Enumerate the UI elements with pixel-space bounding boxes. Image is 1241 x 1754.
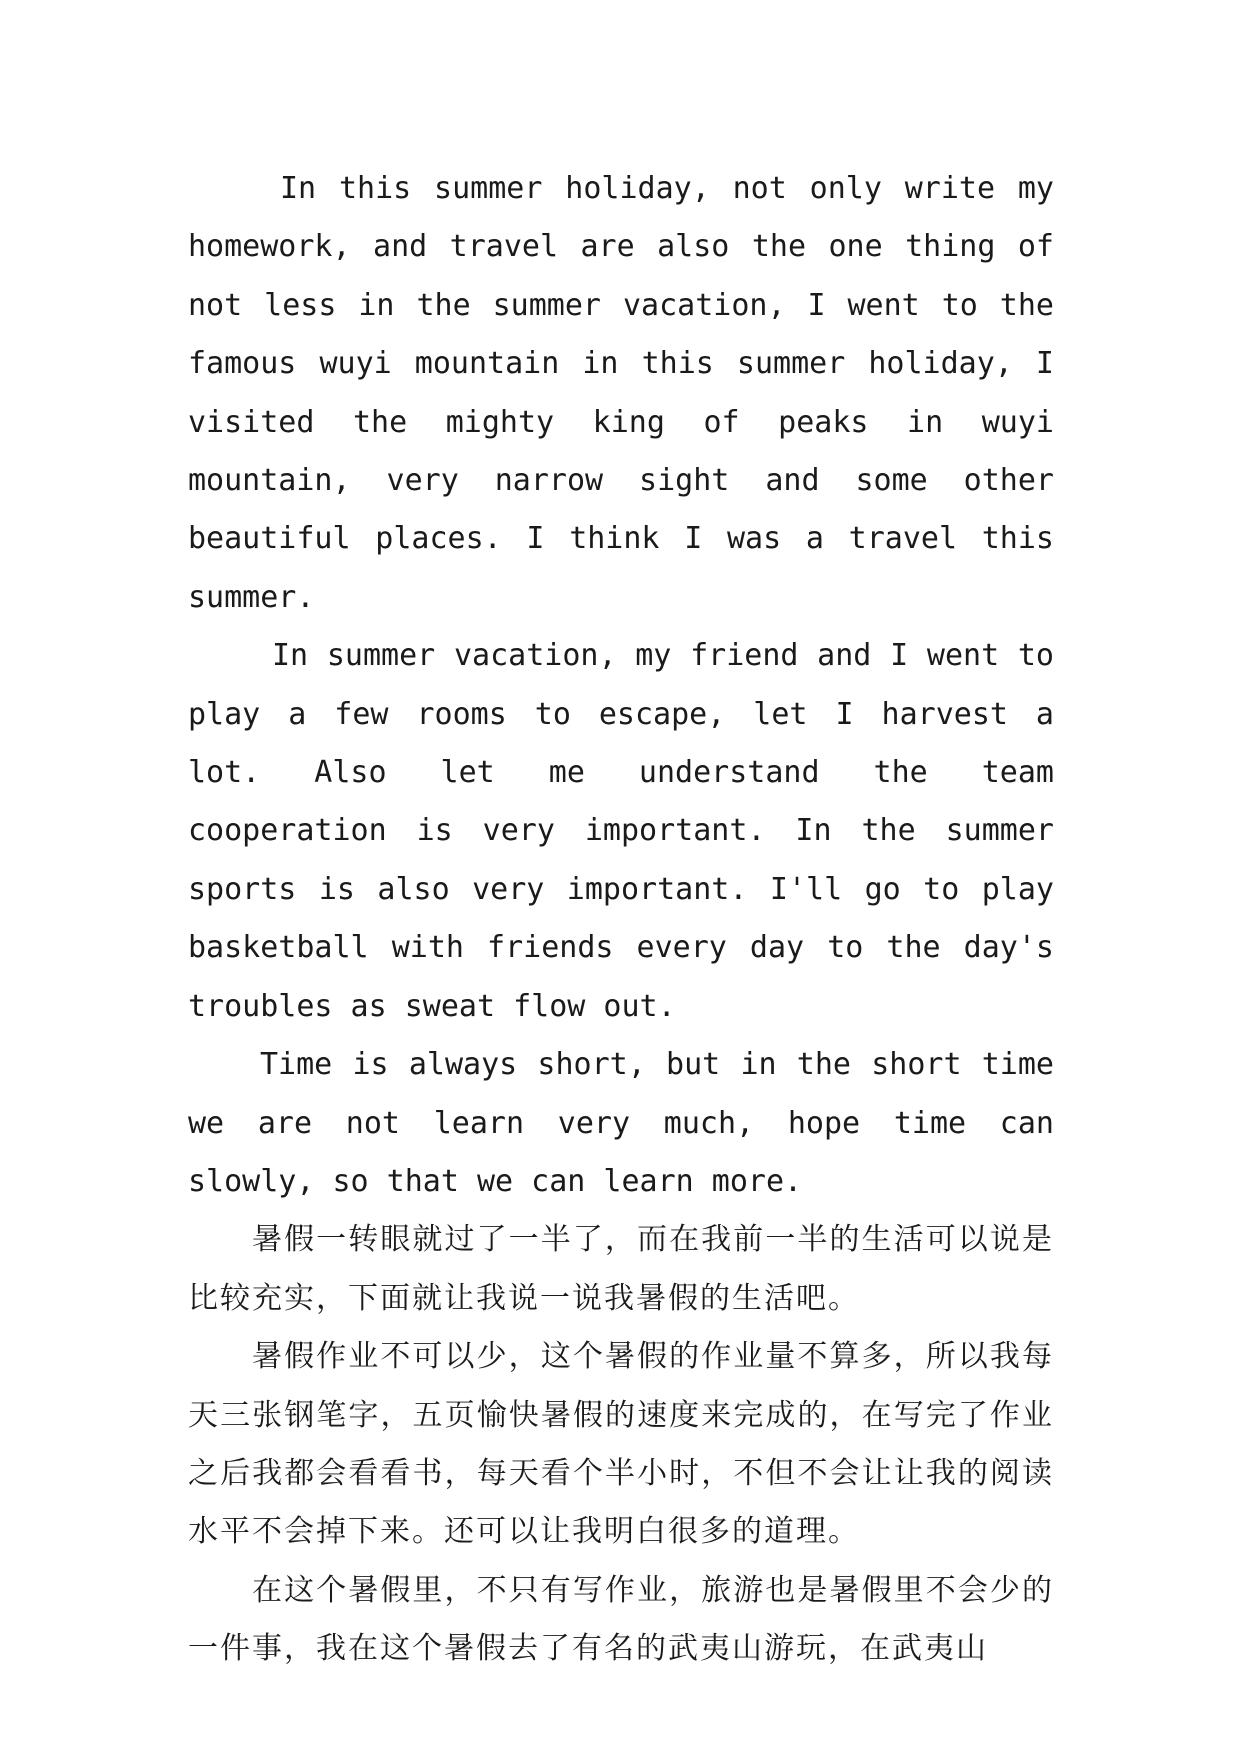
paragraph-homework-zh: 暑假作业不可以少，这个暑假的作业量不算多，所以我每天三张钢笔字，五页愉快暑假的速度来完成的，在写完了作业之后我都会看看书，每天看个半小时，不但不会让让我的阅读水平不会掉下来。还可以让我明白很多的道理。 — [188, 1339, 1054, 1550]
paragraph-time-short-en: Time is always short, but in the short time we are not learn very much, hope time can slowly, so that we can learn more. — [188, 1047, 1054, 1199]
paragraph-summer-travel-en: In this summer holiday, not only write my homework, and travel are also the one thing of not less in the summer vacation, I went to the famous wuyi mountain in this summer holiday, I visited the mighty king of peaks in wuyi mountain, very narrow sight and some other beautiful places. I think I was a travel this summer. — [188, 171, 1054, 615]
paragraph-escape-room-en: In summer vacation, my friend and I went to play a few rooms to escape, let I harvest a lot. Also let me understand the team cooperation is very important. In the summer sports is also very important. I'll go to play basketball with friends every day to the day's troubles as sweat flow out. — [188, 638, 1054, 1024]
paragraph-half-vacation-zh: 暑假一转眼就过了一半了，而在我前一半的生活可以说是比较充实，下面就让我说一说我暑假的生活吧。 — [188, 1222, 1054, 1316]
document-body — [188, 160, 1054, 1679]
paragraph-travel-zh: 在这个暑假里，不只有写作业，旅游也是暑假里不会少的一件事，我在这个暑假去了有名的武夷山游玩，在武夷山 — [188, 1572, 1054, 1667]
